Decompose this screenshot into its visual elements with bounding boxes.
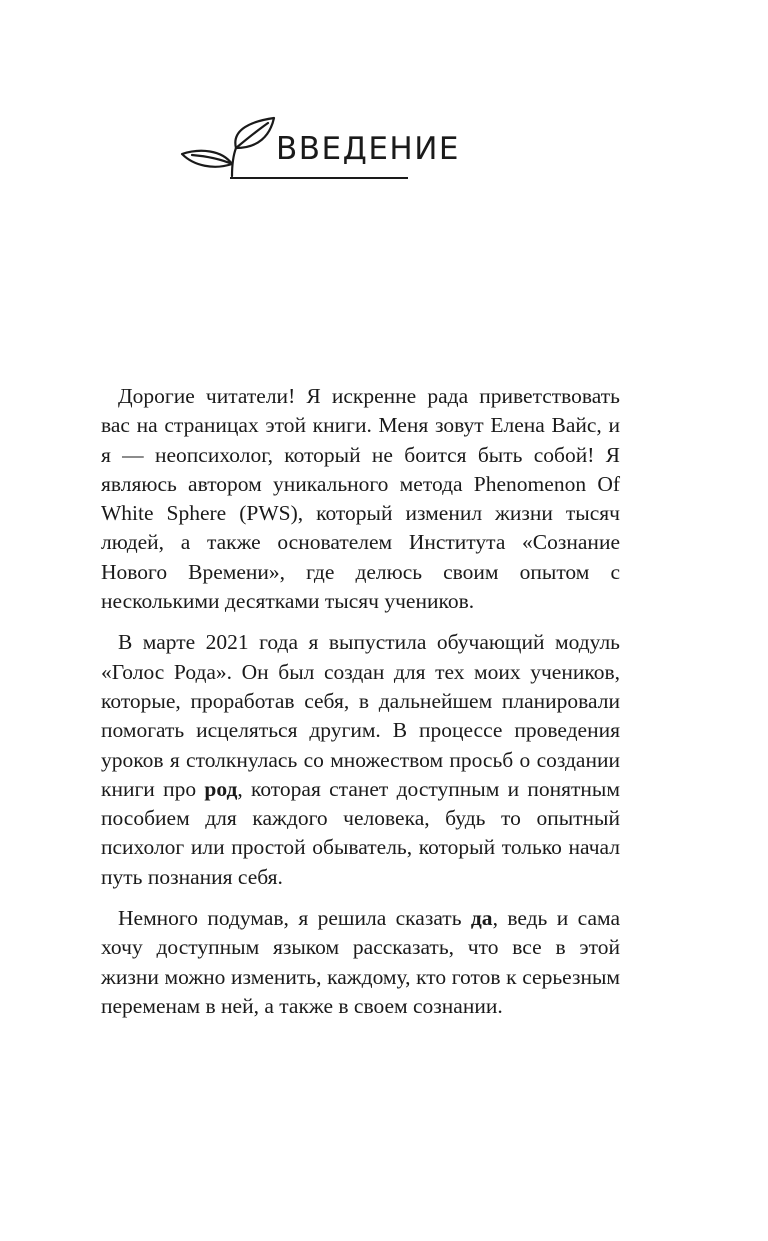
paragraph-3 bbox=[101, 904, 620, 1021]
title-underline bbox=[230, 177, 408, 179]
paragraph-text: Немного подумав, я решила сказать bbox=[118, 906, 471, 931]
paragraph-text: В марте 2021 года я выпустила обучающий модуль «Голос Рода». Он был создан для тех моих учеников, которые, проработав себя, в дальнейшем планировали помогать исцеляться другим. В процессе проведения уроков я столкнулась со множеством просьб о создании книги про bbox=[101, 630, 620, 801]
body-text bbox=[101, 382, 620, 1033]
paragraph-text: , которая станет доступным и понятным пособием для каждого человека, будь то опытный психолог или простой обыватель, который только начал путь познания себя. bbox=[101, 776, 620, 889]
chapter-heading bbox=[178, 112, 461, 184]
emphasis-rod: род bbox=[204, 776, 238, 801]
paragraph-2 bbox=[101, 628, 620, 892]
paragraph-text: , ведь и сама хочу доступным языком рассказать, что все в этой жизни можно изменить, каждому, кто готов к серьезным переменам в ней, а также в своем сознании. bbox=[101, 906, 621, 1018]
paragraph-1 bbox=[101, 382, 620, 616]
paragraph-text: Дорогие читатели! Я искренне рада приветствовать вас на страницах этой книги. Меня зовут Елена Вайс, и я — неопсихолог, который не боится быть собой! Я являюсь автором уникального метода Phenomenon Of White Sphere (PWS), который изменил жизни тысяч людей, а также основателем Института «Сознание Нового Времени», где делюсь своим опытом с несколькими десятками тысяч учеников. bbox=[101, 384, 620, 614]
chapter-title: ВВЕДЕНИЕ bbox=[276, 131, 461, 167]
leaf-sprout-icon bbox=[178, 114, 278, 184]
emphasis-da: да bbox=[470, 906, 493, 931]
